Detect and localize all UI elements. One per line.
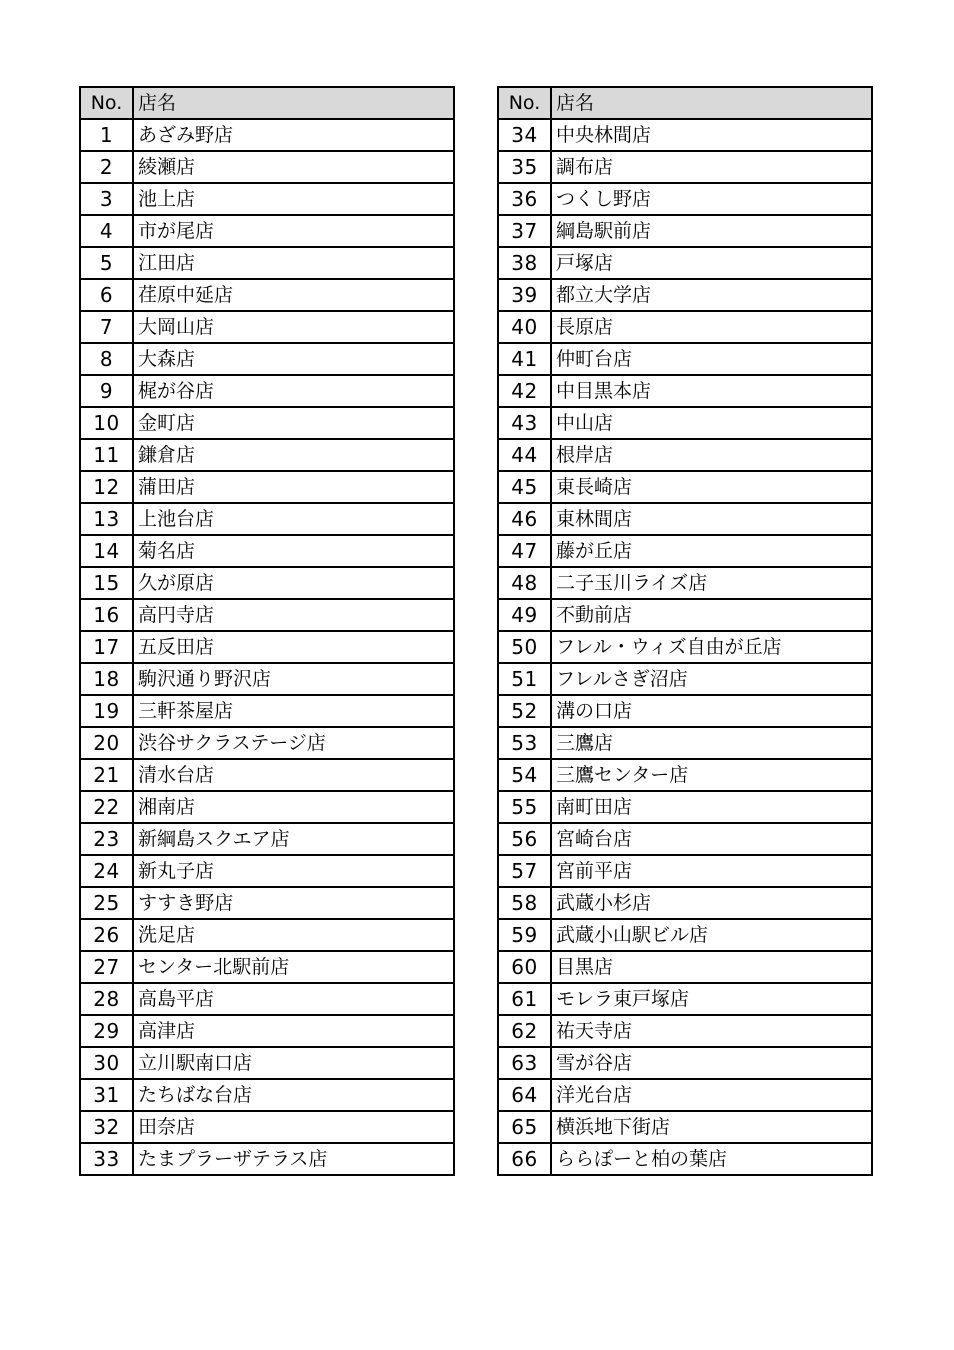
store-number: 9	[80, 375, 133, 407]
store-name: 駒沢通り野沢店	[133, 663, 454, 695]
table-row	[498, 1079, 872, 1111]
store-name: 藤が丘店	[551, 535, 872, 567]
store-name: フレルさぎ沼店	[551, 663, 872, 695]
table-row	[498, 1015, 872, 1047]
table-row	[498, 983, 872, 1015]
table-row	[498, 1111, 872, 1143]
table-row	[80, 375, 454, 407]
store-name: 東林間店	[551, 503, 872, 535]
store-name: 金町店	[133, 407, 454, 439]
store-name: センター北駅前店	[133, 951, 454, 983]
store-number: 28	[80, 983, 133, 1015]
store-name: 久が原店	[133, 567, 454, 599]
table-row	[498, 663, 872, 695]
table-row	[80, 439, 454, 471]
store-number: 30	[80, 1047, 133, 1079]
store-number: 7	[80, 311, 133, 343]
table-row	[498, 215, 872, 247]
store-name: 武蔵小山駅ビル店	[551, 919, 872, 951]
table-row	[498, 887, 872, 919]
store-name: 高津店	[133, 1015, 454, 1047]
store-name: 祐天寺店	[551, 1015, 872, 1047]
table-header-row	[498, 87, 872, 119]
store-number: 62	[498, 1015, 551, 1047]
store-number: 20	[80, 727, 133, 759]
table-row	[498, 823, 872, 855]
table-row	[80, 823, 454, 855]
table-row	[80, 215, 454, 247]
store-number: 65	[498, 1111, 551, 1143]
column-header-store-name: 店名	[551, 87, 872, 119]
store-name: たちばな台店	[133, 1079, 454, 1111]
store-number: 26	[80, 919, 133, 951]
table-row	[80, 567, 454, 599]
table-row	[498, 951, 872, 983]
store-number: 29	[80, 1015, 133, 1047]
store-number: 59	[498, 919, 551, 951]
store-name: 高島平店	[133, 983, 454, 1015]
table-row	[80, 343, 454, 375]
table-row	[80, 183, 454, 215]
store-number: 12	[80, 471, 133, 503]
store-number: 56	[498, 823, 551, 855]
store-number: 4	[80, 215, 133, 247]
store-name: 高円寺店	[133, 599, 454, 631]
store-number: 54	[498, 759, 551, 791]
store-name: 三鷹センター店	[551, 759, 872, 791]
store-number: 8	[80, 343, 133, 375]
store-name: 雪が谷店	[551, 1047, 872, 1079]
store-name: 洋光台店	[551, 1079, 872, 1111]
table-row	[498, 503, 872, 535]
store-name: 宮前平店	[551, 855, 872, 887]
store-number: 47	[498, 535, 551, 567]
store-name: 調布店	[551, 151, 872, 183]
store-name: すすき野店	[133, 887, 454, 919]
table-row	[80, 1079, 454, 1111]
store-number: 52	[498, 695, 551, 727]
table-row	[498, 855, 872, 887]
store-name: 大岡山店	[133, 311, 454, 343]
table-row	[498, 375, 872, 407]
table-row	[80, 695, 454, 727]
store-number: 32	[80, 1111, 133, 1143]
store-number: 42	[498, 375, 551, 407]
store-name: 溝の口店	[551, 695, 872, 727]
table-row	[498, 279, 872, 311]
store-name: 池上店	[133, 183, 454, 215]
store-number: 49	[498, 599, 551, 631]
store-name: 戸塚店	[551, 247, 872, 279]
store-name: 長原店	[551, 311, 872, 343]
store-name: 洗足店	[133, 919, 454, 951]
store-table-left	[79, 86, 455, 1176]
store-name: 立川駅南口店	[133, 1047, 454, 1079]
table-row	[80, 951, 454, 983]
store-number: 22	[80, 791, 133, 823]
store-number: 24	[80, 855, 133, 887]
table-row	[80, 151, 454, 183]
store-name: 梶が谷店	[133, 375, 454, 407]
store-name: 根岸店	[551, 439, 872, 471]
store-name: 新綱島スクエア店	[133, 823, 454, 855]
store-number: 35	[498, 151, 551, 183]
store-number: 53	[498, 727, 551, 759]
store-number: 46	[498, 503, 551, 535]
table-row	[80, 791, 454, 823]
table-row	[80, 759, 454, 791]
table-row	[80, 279, 454, 311]
store-name: 中目黒本店	[551, 375, 872, 407]
table-row	[80, 663, 454, 695]
table-row	[80, 919, 454, 951]
store-name: 南町田店	[551, 791, 872, 823]
store-number: 41	[498, 343, 551, 375]
table-row	[498, 631, 872, 663]
store-number: 17	[80, 631, 133, 663]
store-name: 菊名店	[133, 535, 454, 567]
store-name: 三鷹店	[551, 727, 872, 759]
store-number: 18	[80, 663, 133, 695]
store-number: 16	[80, 599, 133, 631]
store-number: 57	[498, 855, 551, 887]
store-name: 渋谷サクラステージ店	[133, 727, 454, 759]
table-row	[498, 759, 872, 791]
store-number: 13	[80, 503, 133, 535]
store-name: 綱島駅前店	[551, 215, 872, 247]
table-row	[80, 471, 454, 503]
store-number: 61	[498, 983, 551, 1015]
table-row	[80, 727, 454, 759]
store-number: 2	[80, 151, 133, 183]
table-row	[80, 1015, 454, 1047]
store-number: 39	[498, 279, 551, 311]
table-row	[498, 247, 872, 279]
store-name: ららぽーと柏の葉店	[551, 1143, 872, 1175]
store-number: 31	[80, 1079, 133, 1111]
table-row	[80, 535, 454, 567]
store-name: 目黒店	[551, 951, 872, 983]
store-name: 都立大学店	[551, 279, 872, 311]
store-number: 11	[80, 439, 133, 471]
table-row	[80, 247, 454, 279]
table-row	[80, 631, 454, 663]
store-number: 25	[80, 887, 133, 919]
column-header-store-name: 店名	[133, 87, 454, 119]
store-number: 5	[80, 247, 133, 279]
table-row	[80, 983, 454, 1015]
table-row	[80, 1111, 454, 1143]
table-row	[80, 855, 454, 887]
table-row	[498, 567, 872, 599]
table-row	[498, 343, 872, 375]
store-name: 蒲田店	[133, 471, 454, 503]
store-number: 1	[80, 119, 133, 151]
store-name: 綾瀬店	[133, 151, 454, 183]
store-number: 23	[80, 823, 133, 855]
table-row	[498, 727, 872, 759]
table-row	[80, 1143, 454, 1175]
store-number: 45	[498, 471, 551, 503]
store-number: 51	[498, 663, 551, 695]
store-list-left	[80, 119, 454, 1175]
store-table-right	[497, 86, 873, 1176]
table-row	[80, 311, 454, 343]
store-name: 田奈店	[133, 1111, 454, 1143]
store-name: たまプラーザテラス店	[133, 1143, 454, 1175]
store-name: 横浜地下街店	[551, 1111, 872, 1143]
table-row	[498, 183, 872, 215]
store-name: モレラ東戸塚店	[551, 983, 872, 1015]
store-number: 19	[80, 695, 133, 727]
store-number: 50	[498, 631, 551, 663]
store-name: つくし野店	[551, 183, 872, 215]
store-name: 三軒茶屋店	[133, 695, 454, 727]
store-name: 新丸子店	[133, 855, 454, 887]
store-name: フレル・ウィズ自由が丘店	[551, 631, 872, 663]
store-name: 二子玉川ライズ店	[551, 567, 872, 599]
table-row	[498, 119, 872, 151]
table-row	[498, 1143, 872, 1175]
table-header-row	[80, 87, 454, 119]
table-row	[80, 1047, 454, 1079]
store-name: 宮崎台店	[551, 823, 872, 855]
store-number: 44	[498, 439, 551, 471]
store-number: 48	[498, 567, 551, 599]
table-row	[498, 311, 872, 343]
store-number: 66	[498, 1143, 551, 1175]
table-row	[498, 1047, 872, 1079]
store-name: 武蔵小杉店	[551, 887, 872, 919]
store-number: 14	[80, 535, 133, 567]
store-number: 60	[498, 951, 551, 983]
store-number: 64	[498, 1079, 551, 1111]
store-name: 江田店	[133, 247, 454, 279]
table-row	[80, 599, 454, 631]
store-number: 58	[498, 887, 551, 919]
column-header-no: No.	[498, 87, 551, 119]
column-header-no: No.	[80, 87, 133, 119]
store-number: 38	[498, 247, 551, 279]
store-number: 33	[80, 1143, 133, 1175]
store-name: 中山店	[551, 407, 872, 439]
store-number: 55	[498, 791, 551, 823]
store-number: 43	[498, 407, 551, 439]
store-name: 不動前店	[551, 599, 872, 631]
table-row	[498, 791, 872, 823]
store-number: 37	[498, 215, 551, 247]
store-number: 10	[80, 407, 133, 439]
store-name: 上池台店	[133, 503, 454, 535]
store-name: 五反田店	[133, 631, 454, 663]
store-name: 鎌倉店	[133, 439, 454, 471]
table-row	[80, 887, 454, 919]
store-number: 6	[80, 279, 133, 311]
store-number: 40	[498, 311, 551, 343]
store-name: 中央林間店	[551, 119, 872, 151]
store-name: 仲町台店	[551, 343, 872, 375]
store-number: 27	[80, 951, 133, 983]
store-list-right	[498, 119, 872, 1175]
store-number: 3	[80, 183, 133, 215]
store-name: 清水台店	[133, 759, 454, 791]
store-number: 21	[80, 759, 133, 791]
table-row	[80, 503, 454, 535]
store-number: 63	[498, 1047, 551, 1079]
table-row	[498, 695, 872, 727]
store-name: 湘南店	[133, 791, 454, 823]
table-row	[80, 119, 454, 151]
table-row	[498, 151, 872, 183]
store-number: 36	[498, 183, 551, 215]
table-row	[498, 471, 872, 503]
store-name: 大森店	[133, 343, 454, 375]
store-name: 市が尾店	[133, 215, 454, 247]
table-row	[498, 919, 872, 951]
store-name: 荏原中延店	[133, 279, 454, 311]
store-number: 15	[80, 567, 133, 599]
store-name: あざみ野店	[133, 119, 454, 151]
store-name: 東長崎店	[551, 471, 872, 503]
table-row	[498, 599, 872, 631]
table-row	[80, 407, 454, 439]
table-row	[498, 535, 872, 567]
table-row	[498, 439, 872, 471]
store-number: 34	[498, 119, 551, 151]
table-row	[498, 407, 872, 439]
